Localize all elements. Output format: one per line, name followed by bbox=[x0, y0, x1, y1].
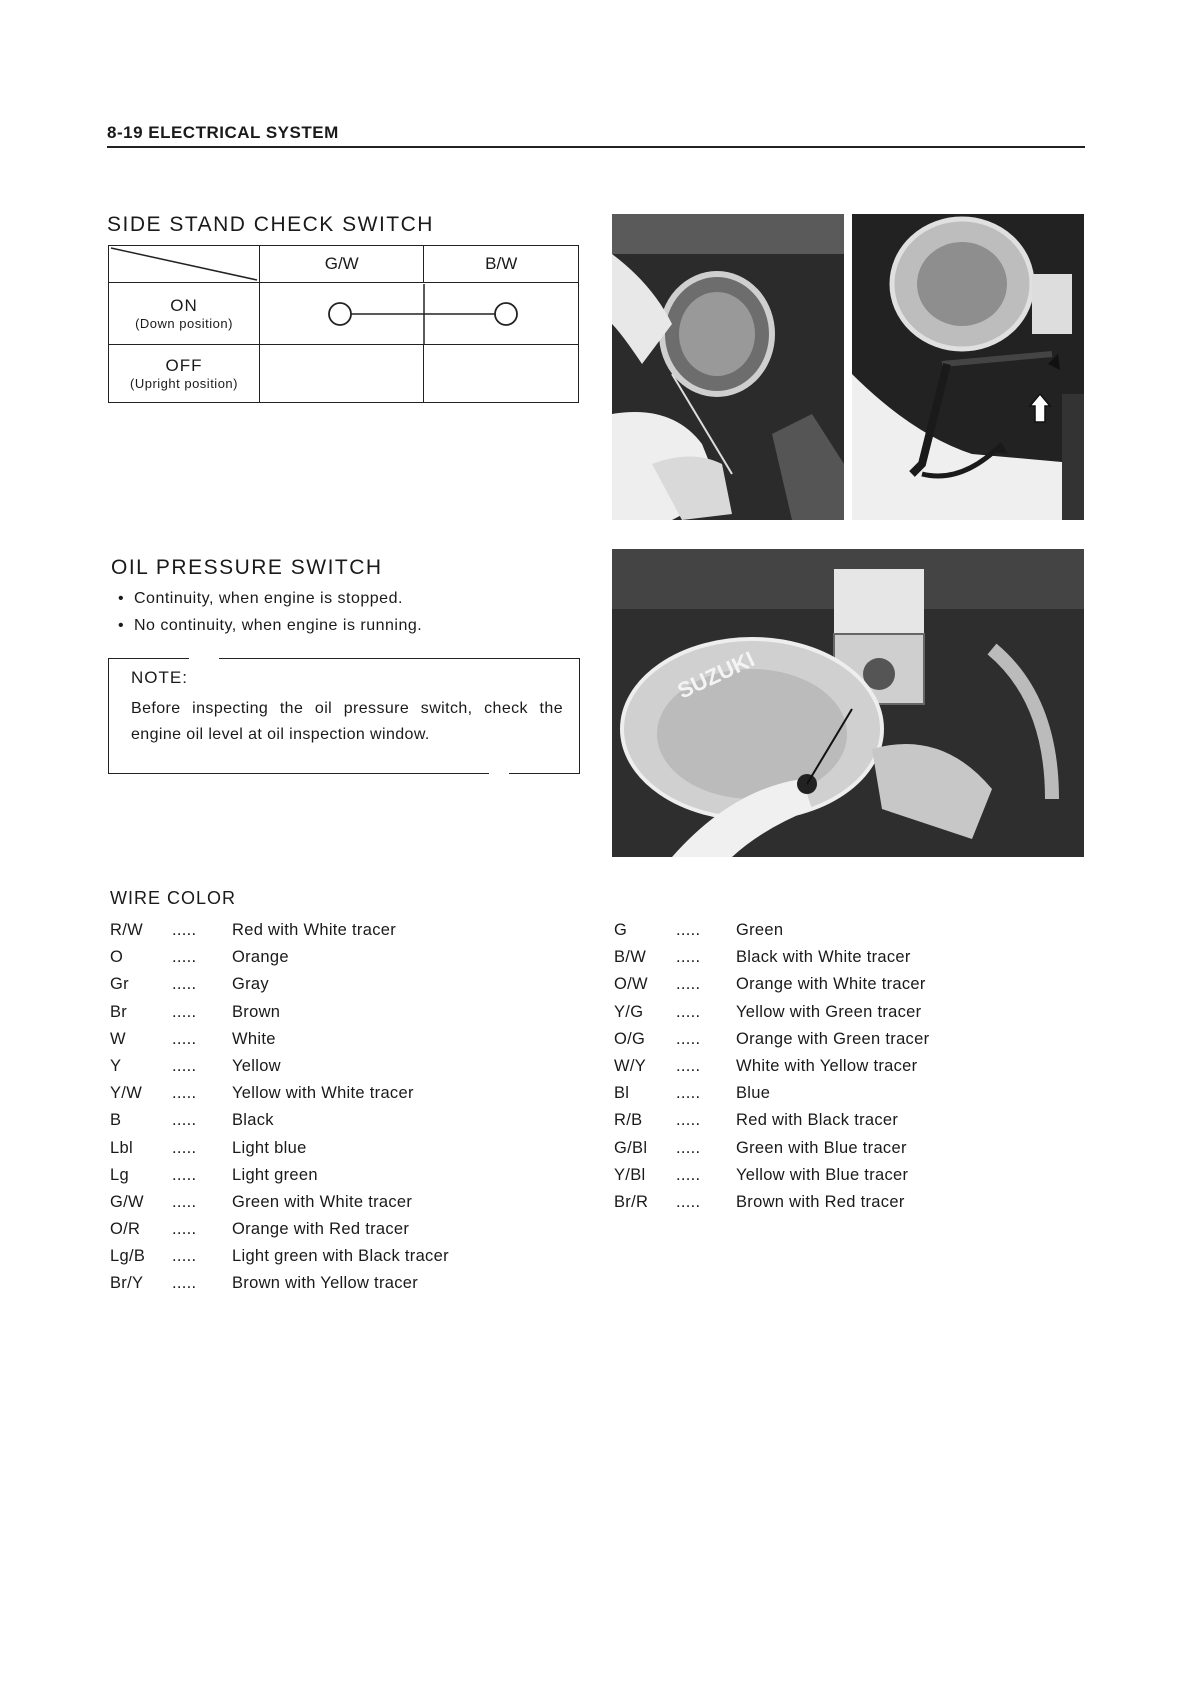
list-item: G/Bl ..... Green with Blue tracer bbox=[614, 1138, 907, 1157]
col-header-gw: G/W bbox=[260, 246, 424, 283]
list-item: Bl ..... Blue bbox=[614, 1084, 771, 1103]
list-item: Y/Bl ..... Yellow with Blue tracer bbox=[614, 1165, 909, 1184]
list-item: O/R ..... Orange with Red tracer bbox=[110, 1220, 410, 1239]
list-item: Y ..... Yellow bbox=[110, 1056, 281, 1075]
bullet-item: • Continuity, when engine is stopped. bbox=[118, 590, 403, 607]
list-item: R/W ..... Red with White tracer bbox=[110, 921, 397, 939]
photo-hands-air-cleaner bbox=[612, 214, 844, 520]
suzuki-logo-text: SUZUKI bbox=[673, 646, 759, 704]
row-off-gw-cell bbox=[260, 345, 424, 403]
col-header-bw: B/W bbox=[424, 246, 579, 283]
list-item: W/Y ..... White with Yellow tracer bbox=[614, 1056, 918, 1075]
list-item: Gr ..... Gray bbox=[110, 975, 269, 994]
note-text: Before inspecting the oil pressure switch, check the engine oil level at oil inspection window. bbox=[131, 700, 563, 743]
oil-pressure-title: OIL PRESSURE SWITCH bbox=[111, 556, 383, 579]
wire-color-list-left bbox=[110, 917, 449, 1298]
list-item: Br ..... Brown bbox=[110, 1002, 281, 1021]
list-item: O/G ..... Orange with Green tracer bbox=[614, 1029, 930, 1048]
photo-oil-pressure-switch-tester bbox=[612, 549, 1084, 857]
row-off-label-cell bbox=[109, 345, 260, 403]
list-item: Y/G ..... Yellow with Green tracer bbox=[614, 1002, 922, 1021]
list-item: Lbl ..... Light blue bbox=[110, 1138, 307, 1157]
list-item: O/W ..... Orange with White tracer bbox=[614, 975, 926, 994]
list-item: G ..... Green bbox=[614, 921, 784, 939]
row-off-label: OFF bbox=[165, 356, 203, 375]
list-item: Br/Y ..... Brown with Yellow tracer bbox=[110, 1274, 419, 1293]
page-header bbox=[107, 122, 1085, 148]
row-on-sub: (Down position) bbox=[135, 316, 233, 331]
list-item: Y/W ..... Yellow with White tracer bbox=[110, 1084, 414, 1103]
side-stand-title: SIDE STAND CHECK SWITCH bbox=[107, 213, 434, 236]
continuity-symbol bbox=[260, 284, 578, 344]
side-stand-table bbox=[108, 245, 579, 403]
row-off-bw-cell bbox=[424, 345, 579, 403]
list-item: Br/R ..... Brown with Red tracer bbox=[614, 1192, 905, 1211]
oil-pressure-bullets bbox=[118, 585, 422, 639]
table-corner-cell bbox=[109, 246, 260, 283]
list-item: B/W ..... Black with White tracer bbox=[614, 948, 911, 967]
row-on-continuity bbox=[260, 283, 579, 345]
list-item: Lg ..... Light green bbox=[110, 1165, 318, 1184]
wire-color-title: WIRE COLOR bbox=[110, 888, 237, 908]
list-item: O ..... Orange bbox=[110, 948, 289, 967]
note-title: NOTE: bbox=[131, 668, 188, 687]
row-on-label: ON bbox=[170, 296, 198, 315]
bullet-item: • No continuity, when engine is running. bbox=[118, 617, 423, 634]
wire-color-list-right bbox=[614, 917, 929, 1216]
list-item: W ..... White bbox=[110, 1029, 276, 1048]
diagonal-line bbox=[109, 246, 259, 282]
photo-side-stand-switch bbox=[852, 214, 1084, 520]
list-item: G/W ..... Green with White tracer bbox=[110, 1192, 413, 1211]
list-item: Lg/B ..... Light green with Black tracer bbox=[110, 1247, 449, 1266]
list-item: B ..... Black bbox=[110, 1111, 274, 1130]
header-title: 8-19 ELECTRICAL SYSTEM bbox=[107, 123, 339, 142]
row-off-sub: (Upright position) bbox=[130, 376, 238, 391]
row-on-label-cell bbox=[109, 283, 260, 345]
list-item: R/B ..... Red with Black tracer bbox=[614, 1111, 899, 1130]
note-box bbox=[108, 658, 580, 774]
